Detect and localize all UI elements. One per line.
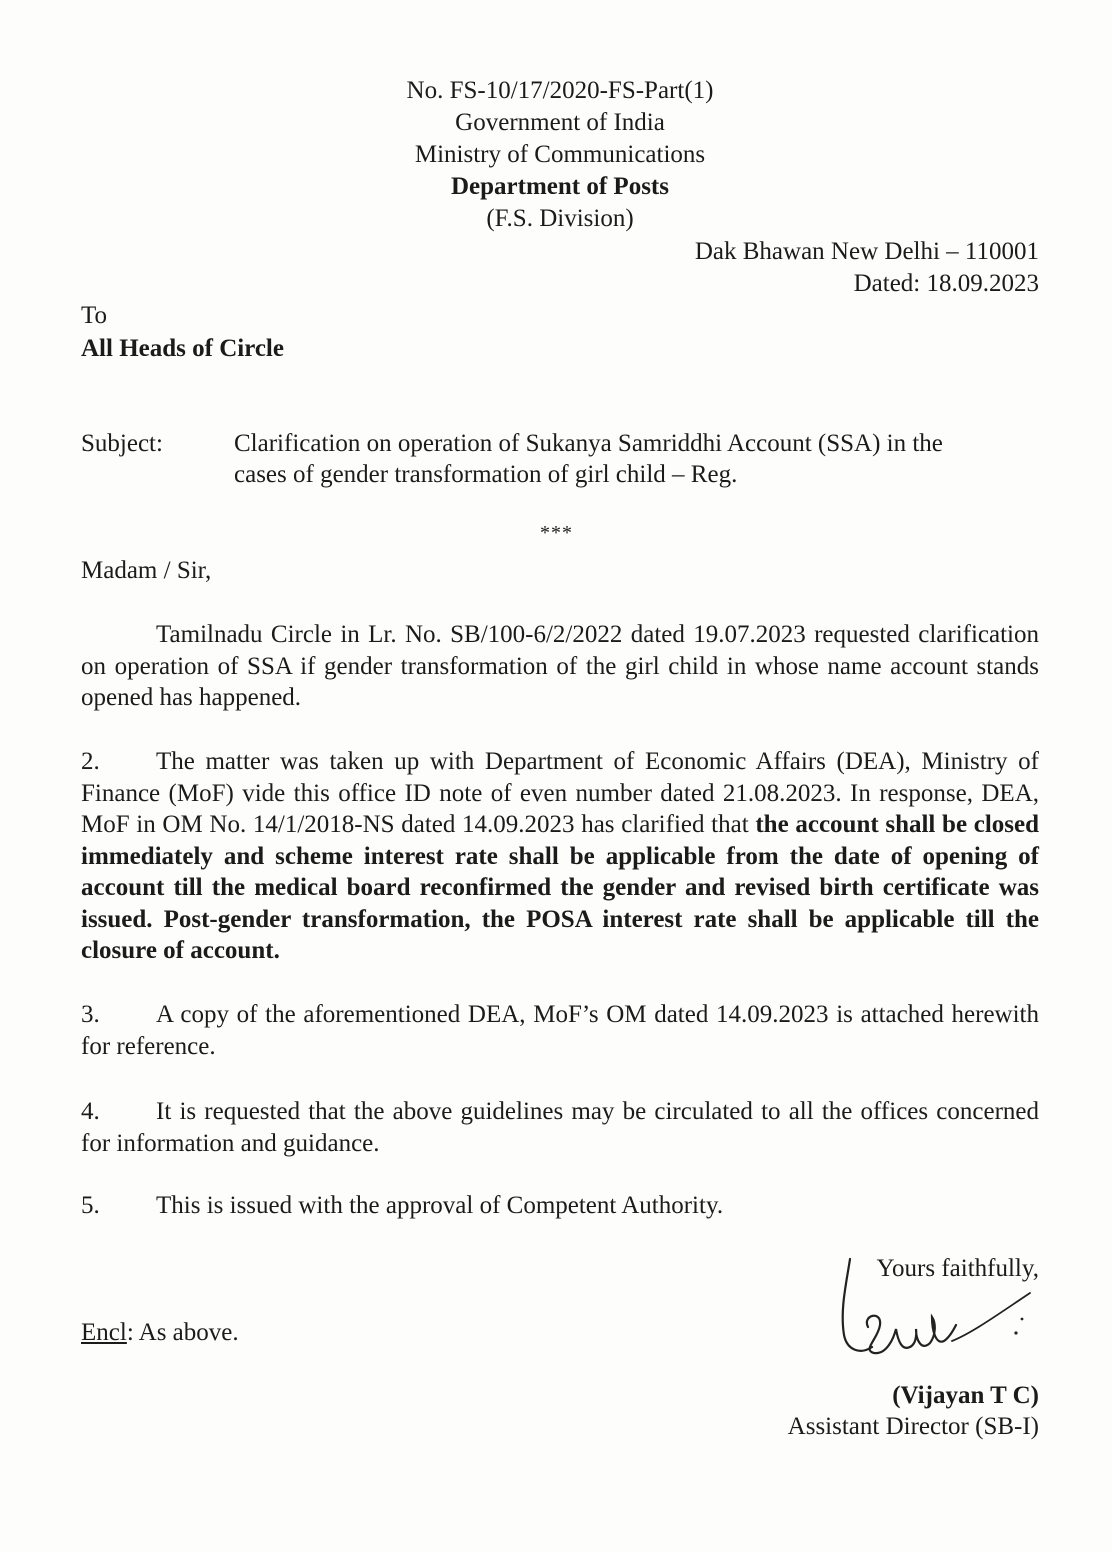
to-label: To bbox=[81, 302, 108, 329]
letter-header bbox=[330, 75, 790, 235]
paragraph-2 bbox=[81, 746, 1039, 967]
signature-drawing bbox=[832, 1255, 1042, 1385]
paragraph-4-text: It is requested that the above guidelines may be circulated to all the offices concerned for information and guidance. bbox=[81, 1098, 1039, 1157]
place-line: Dak Bhawan New Delhi – 110001 bbox=[694, 238, 1039, 265]
subject-text bbox=[234, 428, 1034, 490]
enclosure-label: Encl bbox=[81, 1319, 127, 1346]
signer-designation: Assistant Director (SB-I) bbox=[787, 1413, 1039, 1440]
paragraph-1 bbox=[81, 619, 1039, 714]
paragraph-3-number: 3. bbox=[81, 1001, 100, 1028]
paragraph-2-text: The matter was taken up with Department of Economic Affairs (DEA), Ministry of Finance (MoF) vide this office ID note of even number dated 21.08.2023. In response, DEA, MoF in OM No. 14/1/2018-NS dated 14.09.2023 has clarified that bbox=[81, 748, 1039, 838]
enclosure-text: : As above. bbox=[126, 1319, 239, 1346]
file-number: No. FS-10/17/2020-FS-Part(1) bbox=[406, 77, 714, 104]
date-line: Dated: 18.09.2023 bbox=[853, 270, 1039, 297]
separator: *** bbox=[540, 522, 573, 544]
salutation: Madam / Sir, bbox=[81, 557, 212, 584]
paragraph-5-text: This is issued with the approval of Competent Authority. bbox=[156, 1192, 724, 1219]
paragraph-4 bbox=[81, 1096, 1039, 1159]
addressee: All Heads of Circle bbox=[81, 335, 284, 362]
ministry-line: Ministry of Communications bbox=[414, 141, 706, 168]
subject-label: Subject: bbox=[81, 430, 163, 457]
government-line: Government of India bbox=[455, 109, 665, 136]
signer-block bbox=[788, 1380, 1039, 1442]
division-line: (F.S. Division) bbox=[486, 205, 634, 232]
department-line: Department of Posts bbox=[450, 173, 669, 200]
subject-line-1: Clarification on operation of Sukanya Samriddhi Account (SSA) in the bbox=[234, 430, 943, 457]
subject-line-2: cases of gender transformation of girl child – Reg. bbox=[234, 461, 738, 488]
place-date-block bbox=[695, 236, 1039, 300]
paragraph-2-number: 2. bbox=[81, 748, 100, 775]
paragraph-1-text: Tamilnadu Circle in Lr. No. SB/100-6/2/2022 dated 19.07.2023 requested clarification on operation of SSA if gender transformation of the girl child in whose name account stands opened has happened. bbox=[81, 621, 1039, 711]
enclosure-note bbox=[81, 1317, 239, 1349]
paragraph-5 bbox=[81, 1190, 1039, 1222]
paragraph-4-number: 4. bbox=[81, 1098, 100, 1125]
paragraph-3 bbox=[81, 999, 1039, 1062]
closing-line: Yours faithfully, bbox=[876, 1255, 1039, 1282]
paragraph-3-text: A copy of the aforementioned DEA, MoF’s OM dated 14.09.2023 is attached herewith for reference. bbox=[81, 1001, 1039, 1060]
signer-name: (Vijayan T C) bbox=[892, 1382, 1039, 1409]
handwritten-signature bbox=[832, 1255, 1042, 1385]
paragraph-5-number: 5. bbox=[81, 1192, 100, 1219]
addressee-block bbox=[81, 299, 284, 365]
paragraph-2-bold-text: the account shall be closed immediately and scheme interest rate shall be applicable from the date of opening of account till the medical board reconfirmed the gender and revised birth certificate was issued. Post-gender transformation, the POSA interest rate shall be applicable till the closure of account. bbox=[81, 811, 1039, 964]
